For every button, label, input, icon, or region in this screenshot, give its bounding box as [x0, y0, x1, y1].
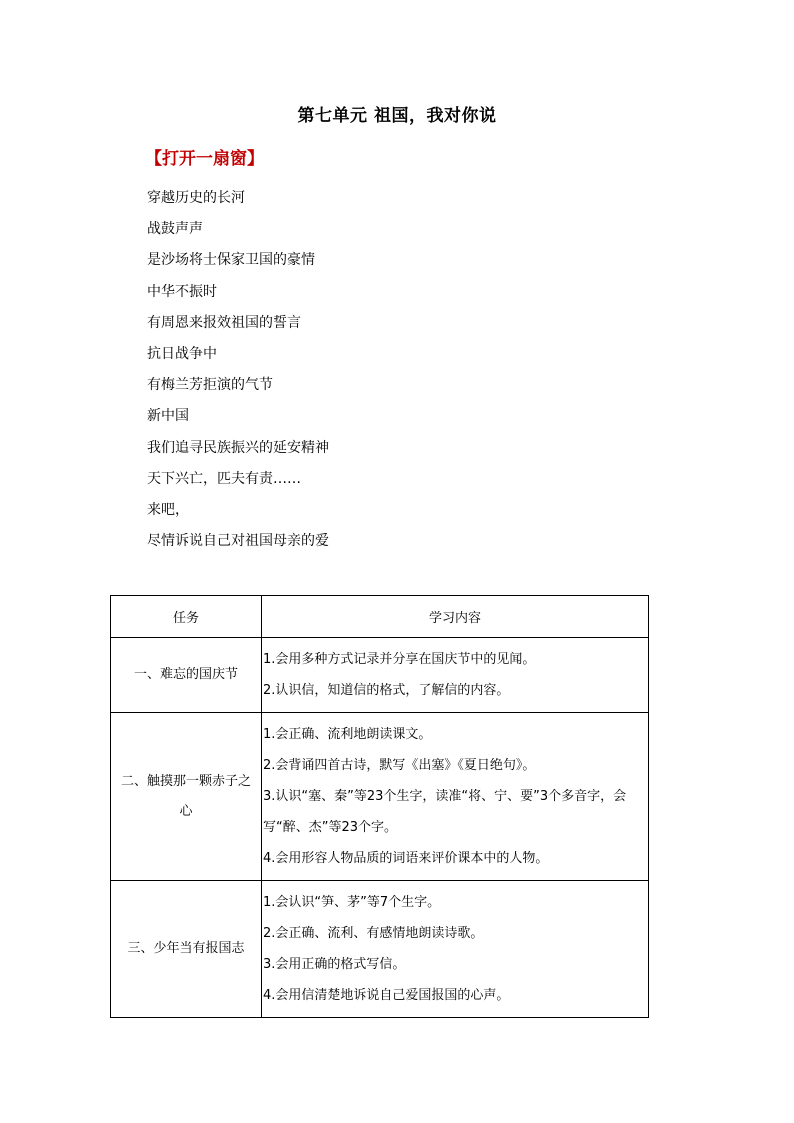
table-row: [111, 638, 649, 713]
content-item: 1.会正确、流利地朗读课文。: [263, 727, 432, 742]
content-item: 3.认识“塞、秦”等23个生字，读准“将、宁、要”3个多音字，会写“醉、杰”等23个字。: [263, 789, 627, 835]
unit-title: 第七单元 祖国，我对你说: [297, 106, 497, 126]
task-cell: 三、少年当有报国志: [111, 881, 262, 1018]
table-header-row: [111, 596, 649, 638]
content-cell: [262, 638, 649, 713]
content-item: 3.会用正确的格式写信。: [263, 957, 406, 972]
table-row: [111, 713, 649, 881]
section-heading: 【打开一扇窗】: [145, 149, 264, 169]
content-cell: [262, 713, 649, 881]
table-row: [111, 881, 649, 1018]
poem-line: 来吧，: [147, 501, 189, 518]
content-item: 1.会认识“笋、茅”等7个生字。: [263, 895, 441, 910]
poem-line: 有周恩来报效祖国的誓言: [147, 314, 301, 331]
poem-line: 中华不振时: [147, 283, 217, 300]
header-content: 学习内容: [262, 596, 649, 638]
content-item: 2.会正确、流利、有感情地朗读诗歌。: [263, 926, 484, 941]
poem-line: 尽情诉说自己对祖国母亲的爱: [147, 533, 329, 550]
poem: [147, 183, 329, 557]
poem-line: 天下兴亡，匹夫有责……: [147, 470, 301, 487]
poem-line: 穿越历史的长河: [147, 190, 245, 206]
poem-line: 抗日战争中: [147, 345, 217, 362]
poem-line: 战鼓声声: [147, 221, 203, 238]
poem-line: 我们追寻民族振兴的延安精神: [147, 439, 329, 456]
content-item: 4.会用形容人物品质的词语来评价课本中的人物。: [263, 851, 549, 866]
learning-tasks-table: [110, 595, 649, 1018]
task-cell: 二、触摸那一颗赤子之心: [111, 713, 262, 881]
poem-line: 有梅兰芳拒演的气节: [147, 377, 273, 394]
poem-line: 新中国: [147, 408, 189, 425]
content-item: 2.会背诵四首古诗，默写《出塞》《夏日绝句》。: [263, 758, 536, 773]
header-task: 任务: [111, 596, 262, 638]
content-item: 2.认识信，知道信的格式，了解信的内容。: [263, 683, 510, 698]
poem-line: 是沙场将士保家卫国的豪情: [147, 252, 315, 269]
content-item: 1.会用多种方式记录并分享在国庆节中的见闻。: [263, 652, 536, 667]
task-cell: 一、难忘的国庆节: [111, 638, 262, 713]
content-item: 4.会用信清楚地诉说自己爱国报国的心声。: [263, 988, 510, 1003]
content-cell: [262, 881, 649, 1018]
